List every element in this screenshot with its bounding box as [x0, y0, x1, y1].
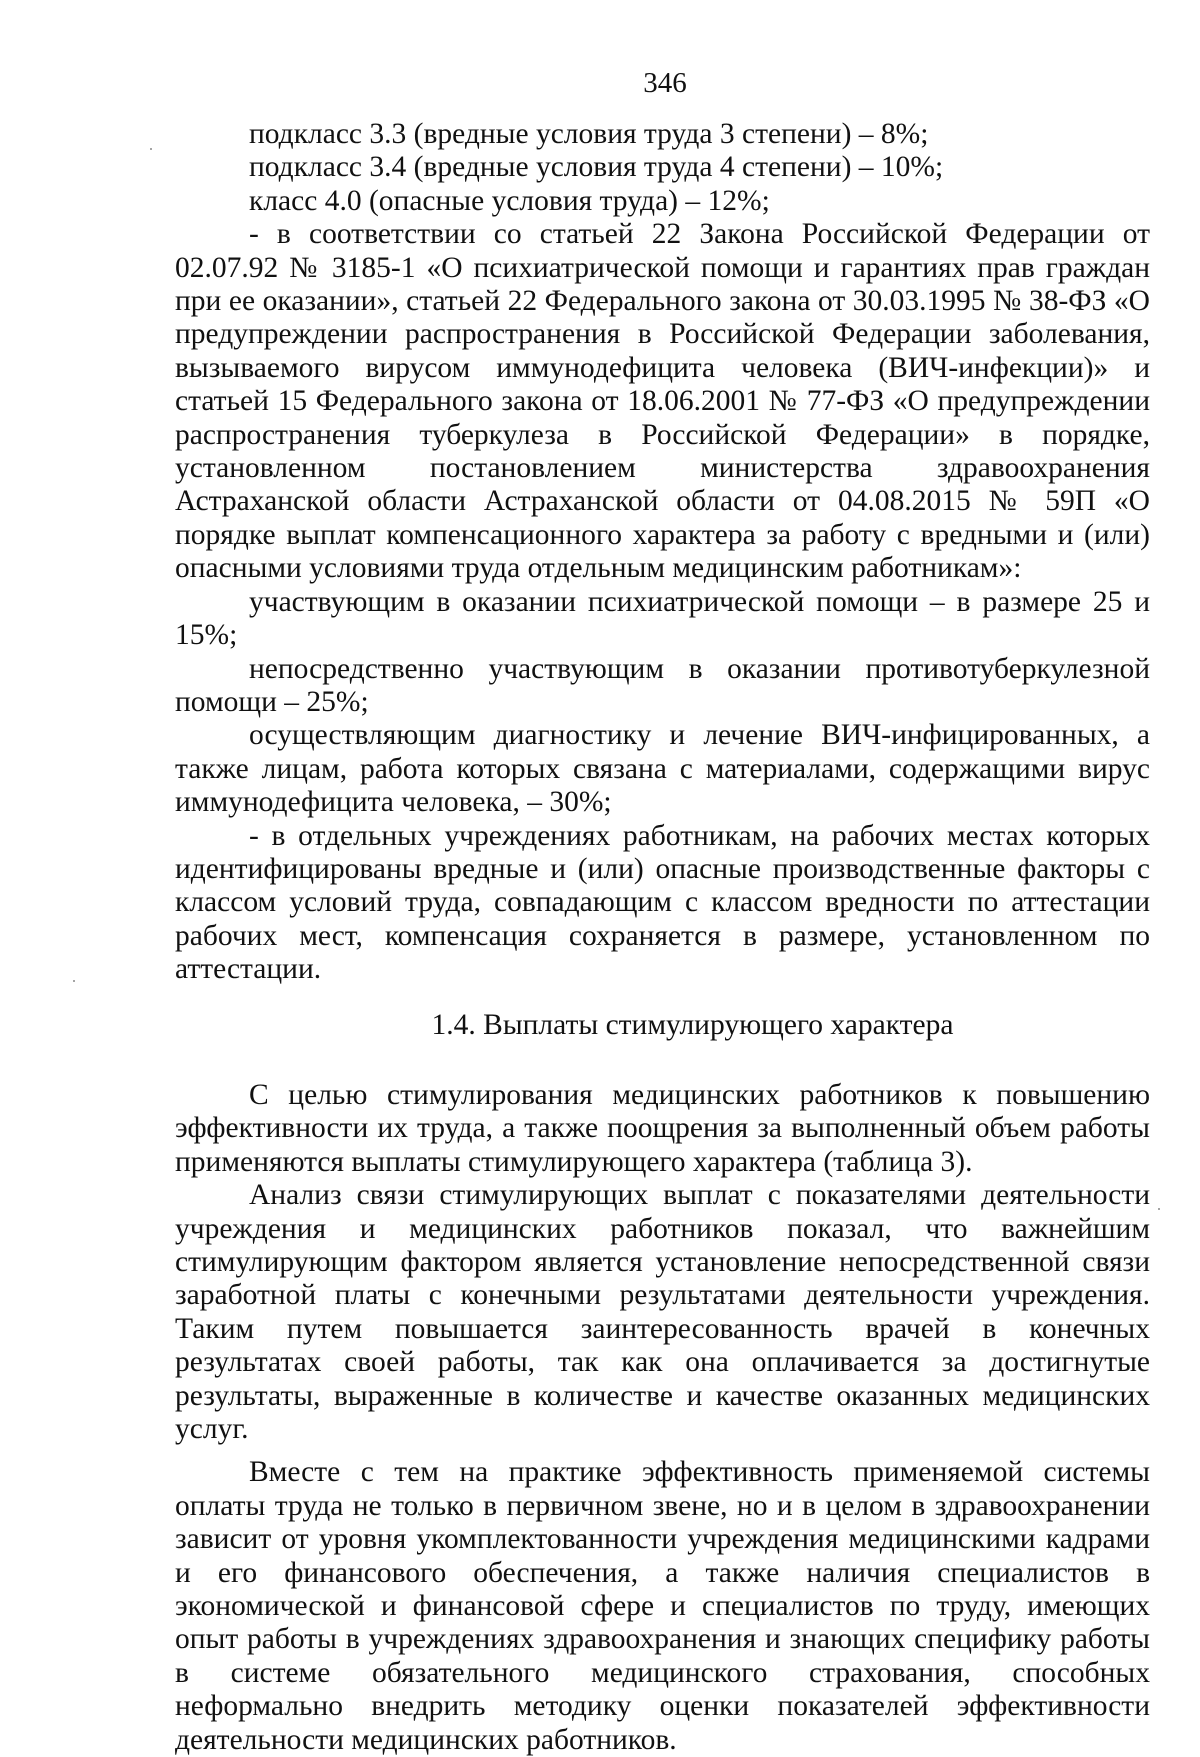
paragraph-subclass-3-3: подкласс 3.3 (вредные условия труда 3 степени) – 8%; [249, 118, 929, 150]
paragraph-subclass-3-4: подкласс 3.4 (вредные условия труда 4 степени) – 10%; [249, 151, 944, 184]
paragraph-legal-basis: - в соответствии со статьей 22 Закона Российской Федерации от 02.07.92 № 3185-1 «О психиатрической помощи и гарантиях прав граждан при ее оказании», статьей 22 Федерального закона от 30.03.1995 № 38-ФЗ «О предупреждении распространения в Российской Федерации заболевания, вызываемого вирусом иммунодефицита человека (ВИЧ-инфекции)» и статьей 15 Федерального закона от 18.06.2001 № 77-ФЗ «О предупреждении распространения туберкулеза в Российской Федерации» в порядке, установленном постановлением министерства здравоохранения Астраханской области Астраханской области от 04.08.2015 № 59П «О порядке выплат компенсационного характера за работу с вредными и (или) опасными условиями труда отдельным медицинским работникам»: [175, 218, 1150, 585]
document-body [175, 118, 1150, 1757]
paragraph-incentive-purpose: С целью стимулирования медицинских работников к повышению эффективности их труда, а также поощрения за выполненный объем работы применяются выплаты стимулирующего характера (таблица 3). [175, 1078, 1150, 1178]
scan-speck [73, 980, 75, 982]
paragraph-system-effectiveness: Вместе с тем на практике эффективность применяемой системы оплаты труда не только в первичном звене, но и в целом в здравоохранении зависит от уровня укомплектованности учреждения медицинскими кадрами и его финансового обеспечения, а также наличия специалистов в экономической и финансовой сфере и специалистов по труду, имеющих опыт работы в учреждениях здравоохранения и знающих специфику работы в системе обязательного медицинского страхования, способных неформально внедрить методику оценки показателей эффективности деятельности медицинских работников. [175, 1456, 1150, 1756]
scan-speck [150, 148, 152, 150]
paragraph-class-4-0: класс 4.0 (опасные условия труда) – 12%; [249, 184, 770, 217]
paragraph-psychiatric-care: участвующим в оказании психиатрической помощи – в размере 25 и 15%; [175, 585, 1150, 652]
paragraph-workplace-attestation: - в отдельных учреждениях работникам, на рабочих местах которых идентифицированы вредные и (или) опасные производственные факторы с классом условий труда, совпадающим с классом вредности по аттестации рабочих мест, компенсация сохраняется в размере, установленном по аттестации. [175, 819, 1150, 986]
paragraph-hiv-care: осуществляющим диагностику и лечение ВИЧ-инфицированных, а также лицам, работа которых связана с материалами, содержащими вирус иммунодефицита человека, – 30%; [175, 719, 1150, 819]
page-number: 346 [643, 67, 687, 99]
paragraph-incentive-analysis: Анализ связи стимулирующих выплат с показателями деятельности учреждения и медицинских работников показал, что важнейшим стимулирующим фактором является установление непосредственной связи заработной платы с конечными результатами деятельности учреждения. Таким путем повышается заинтересованность врачей в конечных результатах своей работы, так как она оплачивается за достигнутые результаты, выраженные в количестве и качестве оказанных медицинских услуг. [175, 1179, 1150, 1446]
paragraph-tuberculosis-care: непосредственно участвующим в оказании противотуберкулезной помощи – 25%; [175, 652, 1150, 718]
scan-speck [1158, 1208, 1160, 1210]
section-heading: 1.4. Выплаты стимулирующего характера [431, 1008, 954, 1041]
